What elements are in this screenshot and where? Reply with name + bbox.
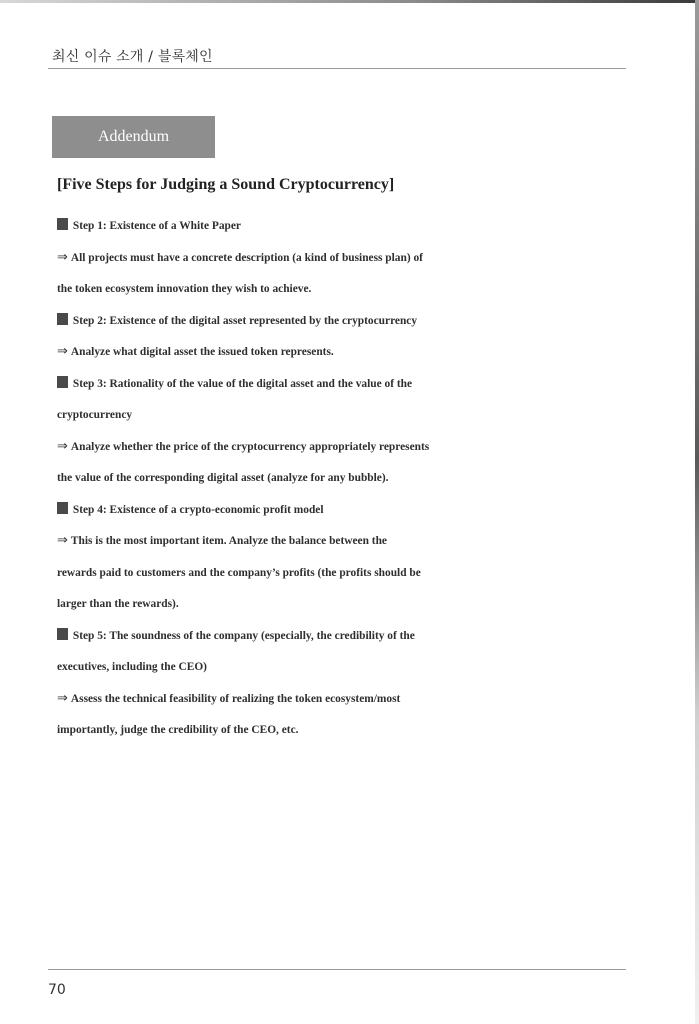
step-5-heading-cont: executives, including the CEO) — [57, 661, 207, 673]
step-4-desc-line: rewards paid to customers and the company’s profits (the profits should be — [57, 566, 421, 579]
square-bullet-icon — [57, 313, 68, 325]
step-5-heading: Step 5: The soundness of the company (especially, the credibility of the — [57, 623, 437, 655]
page-top-edge — [0, 0, 699, 3]
page-number: 70 — [48, 982, 66, 998]
step-3-heading: Step 3: Rationality of the value of the digital asset and the value of the — [57, 371, 437, 403]
header-rule — [48, 68, 626, 69]
section-title: [Five Steps for Judging a Sound Cryptocurrency] — [57, 176, 395, 193]
step-1-desc-line: ⇒ All projects must have a concrete description (a kind of business plan) of — [57, 249, 423, 265]
square-bullet-icon — [57, 376, 68, 388]
square-bullet-icon — [57, 218, 68, 230]
step-3-desc-line: the value of the corresponding digital asset (analyze for any bubble). — [57, 472, 389, 484]
step-3-desc-line: ⇒ Analyze whether the price of the cryptocurrency appropriately represents — [57, 438, 430, 454]
addendum-label: Addendum — [97, 128, 170, 145]
square-bullet-icon — [57, 502, 68, 514]
page-right-edge — [695, 0, 699, 1024]
step-5-desc-line: ⇒ Assess the technical feasibility of realizing the token ecosystem/most — [57, 690, 401, 706]
step-4-desc-line: ⇒ This is the most important item. Analyze the balance between the — [57, 533, 387, 548]
square-bullet-icon — [57, 628, 68, 640]
step-5-desc-line: importantly, judge the credibility of the CEO, etc. — [57, 724, 299, 736]
running-head: 최신 이슈 소개 / 블록체인 — [52, 49, 213, 65]
step-3-heading-cont: cryptocurrency — [57, 409, 133, 421]
double-arrow-icon: ⇒ — [57, 249, 68, 265]
addendum-box — [52, 116, 215, 158]
step-2-heading: Step 2: Existence of the digital asset represented by the cryptocurrency — [57, 308, 437, 340]
double-arrow-icon: ⇒ — [57, 690, 68, 706]
step-4-desc-line: larger than the rewards). — [57, 598, 179, 610]
double-arrow-icon: ⇒ — [57, 438, 68, 454]
footer-rule — [48, 969, 626, 970]
step-4-heading: Step 4: Existence of a crypto-economic profit model — [57, 497, 437, 529]
steps-content — [57, 213, 437, 749]
step-1-heading: Step 1: Existence of a White Paper — [57, 213, 437, 245]
step-2-desc-line: ⇒ Analyze what digital asset the issued token represents. — [57, 344, 334, 359]
step-1-desc-line: the token ecosystem innovation they wish to achieve. — [57, 283, 312, 295]
double-arrow-icon: ⇒ — [57, 533, 68, 548]
double-arrow-icon: ⇒ — [57, 344, 68, 359]
